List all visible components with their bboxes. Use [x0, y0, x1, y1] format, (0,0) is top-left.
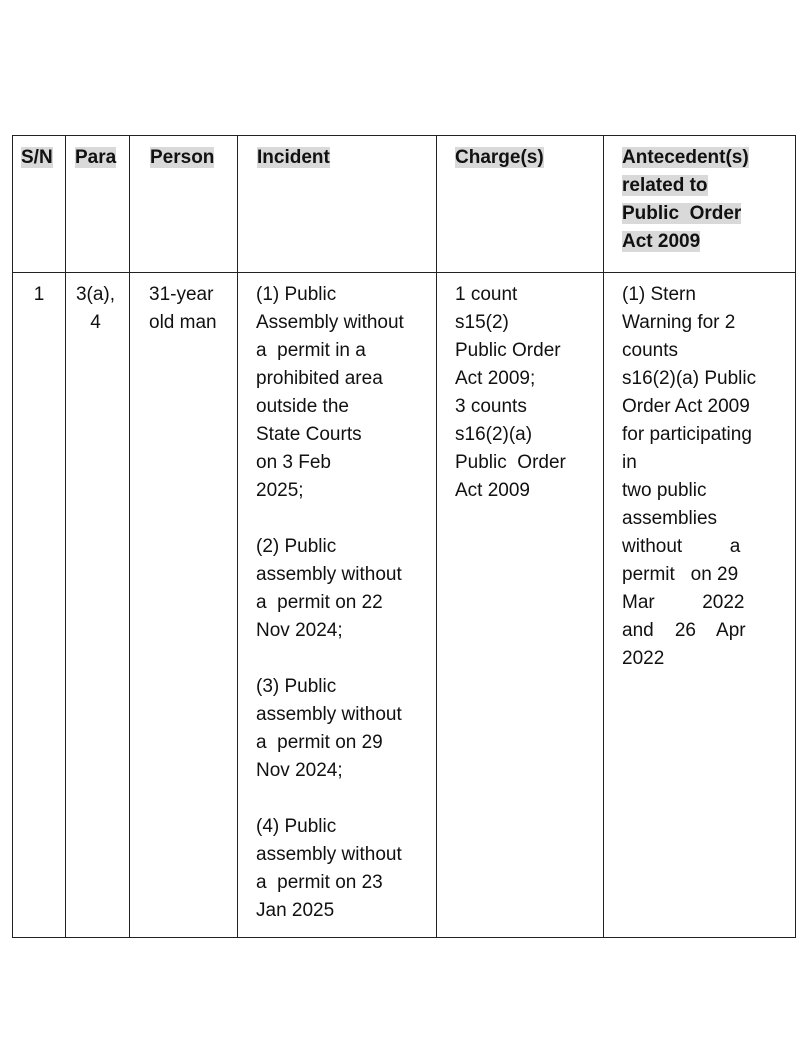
header-incident: Incident — [238, 136, 437, 273]
header-person: Person — [130, 136, 238, 273]
antecedent-line: s16(2)(a) Public — [622, 368, 757, 389]
header-antecedents-line: Public Order — [622, 203, 742, 224]
incident-line: a permit on 29 — [256, 732, 383, 753]
incident-line: Jan 2025 — [256, 900, 335, 921]
cell-incident — [238, 273, 437, 938]
antecedent-line: without a — [622, 536, 741, 557]
charge-line: Public Order — [455, 340, 561, 361]
para-line: 4 — [90, 312, 101, 333]
incident-line: on 3 Feb — [256, 452, 331, 473]
header-charges: Charge(s) — [437, 136, 604, 273]
cell-para — [66, 273, 130, 938]
incident-line: Assembly without — [256, 312, 404, 333]
antecedent-line: permit on 29 — [622, 564, 739, 585]
antecedent-line: Mar 2022 — [622, 592, 745, 613]
antecedent-line: counts — [622, 340, 678, 361]
antecedents-table — [12, 135, 796, 938]
charge-line: Act 2009; — [455, 368, 536, 389]
charge-line: s15(2) — [455, 312, 509, 333]
sn-value: 1 — [33, 284, 45, 305]
charge-line: s16(2)(a) — [455, 424, 533, 445]
table-row — [13, 273, 796, 938]
charge-line: 1 count — [455, 284, 518, 305]
incident-line: Nov 2024; — [256, 760, 343, 781]
incident-item — [256, 281, 422, 505]
incident-line: a permit in a — [256, 340, 366, 361]
incident-item — [256, 673, 422, 785]
incident-line: (4) Public — [256, 816, 337, 837]
incident-line: prohibited area — [256, 368, 383, 389]
header-para: Para — [66, 136, 130, 273]
charge-line: Act 2009 — [455, 480, 530, 501]
antecedent-line: in — [622, 452, 637, 473]
incident-line: a permit on 22 — [256, 592, 383, 613]
header-antecedents-line: Antecedent(s) — [622, 147, 749, 168]
cell-charges — [437, 273, 604, 938]
para-line: 3(a), — [75, 284, 116, 305]
incident-line: (1) Public — [256, 284, 337, 305]
antecedent-line: Warning for 2 — [622, 312, 736, 333]
incident-line: State Courts — [256, 424, 362, 445]
cell-person — [130, 273, 238, 938]
antecedent-line: and 26 Apr — [622, 620, 746, 641]
cell-antecedents — [604, 273, 796, 938]
incident-line: a permit on 23 — [256, 872, 383, 893]
incident-line: 2025; — [256, 480, 304, 501]
charge-line: Public Order — [455, 452, 566, 473]
antecedent-line: assemblies — [622, 508, 718, 529]
person-line: 31-year — [149, 284, 214, 305]
incident-line: assembly without — [256, 704, 402, 725]
antecedent-line: two public — [622, 480, 707, 501]
table-header-row — [13, 136, 796, 273]
antecedent-line: (1) Stern — [622, 284, 696, 305]
incident-line: assembly without — [256, 564, 402, 585]
incident-line: outside the — [256, 396, 349, 417]
incident-line: assembly without — [256, 844, 402, 865]
header-antecedents — [604, 136, 796, 273]
header-antecedents-line: related to — [622, 175, 708, 196]
incident-line: (3) Public — [256, 676, 337, 697]
cell-sn — [13, 273, 66, 938]
antecedent-line: 2022 — [622, 648, 665, 669]
incident-item — [256, 813, 422, 925]
charge-line: 3 counts — [455, 396, 527, 417]
incident-line: Nov 2024; — [256, 620, 343, 641]
incident-item — [256, 533, 422, 645]
header-antecedents-line: Act 2009 — [622, 231, 701, 252]
incident-line: (2) Public — [256, 536, 337, 557]
antecedent-line: for participating — [622, 424, 752, 445]
person-line: old man — [149, 312, 217, 333]
antecedent-line: Order Act 2009 — [622, 396, 750, 417]
header-sn: S/N — [13, 136, 66, 273]
